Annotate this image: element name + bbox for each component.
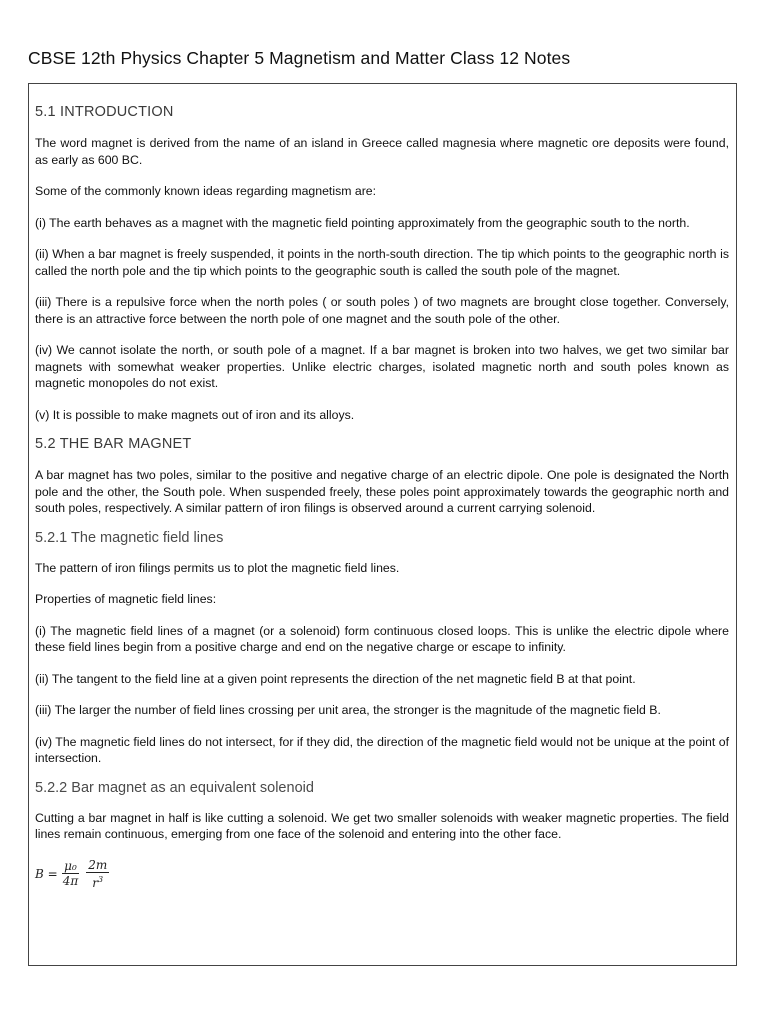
paragraph: (ii) When a bar magnet is freely suspended, it points in the north-south direction. The tip which points to the geographic north is called the north pole and the tip which points to the geographic south is called the south pole of the magnet.	[35, 247, 729, 278]
section-heading-introduction: 5.1 INTRODUCTION	[35, 104, 174, 120]
paragraph: (iv) The magnetic field lines do not intersect, for if they did, the direction of the magnetic field would not be unique at the point of intersection.	[35, 734, 729, 765]
paragraph: (i) The magnetic field lines of a magnet (or a solenoid) form continuous closed loops. This is unlike the electric dipole where these field lines begin from a positive charge and end on the negative charge or escape to infinity.	[35, 623, 729, 654]
notes-frame	[28, 83, 737, 966]
paragraph: (iii) There is a repulsive force when the north poles ( or south poles ) of two magnets are brought close together. Conversely, there is an attractive force between the north pole of one magnet and the south pole of the other.	[35, 295, 729, 326]
paragraph: (v) It is possible to make magnets out of iron and its alloys.	[35, 407, 355, 422]
section-heading-equivalent-solenoid: 5.2.2 Bar magnet as an equivalent solenoid	[35, 779, 314, 796]
paragraph: A bar magnet has two poles, similar to the positive and negative charge of an electric dipole. One pole is designated the North pole and the other, the South pole. When suspended freely, these poles point approximately towards the geographic north and south poles, respectively. A similar pattern of iron filings is observed around a current carrying solenoid.	[35, 468, 729, 515]
section-heading-bar-magnet: 5.2 THE BAR MAGNET	[35, 436, 192, 452]
formula-numerator: 2m	[88, 857, 108, 872]
paragraph: (i) The earth behaves as a magnet with the magnetic field pointing approximately from the geographic south to the north.	[35, 215, 690, 230]
formula-r: r	[92, 875, 99, 890]
formula-fraction-mu	[61, 860, 81, 888]
formula-denominator	[90, 873, 105, 890]
paragraph: Cutting a bar magnet in half is like cutting a solenoid. We get two smaller solenoids with weaker magnetic properties. The field lines remain continuous, emerging from one face of the solenoid and entering into the other face.	[35, 810, 729, 841]
formula-fraction-moment	[86, 859, 109, 890]
paragraph: Properties of magnetic field lines:	[35, 592, 217, 606]
paragraph: The word magnet is derived from the name of an island in Greece called magnesia where magnetic ore deposits were found, as early as 600 BC.	[35, 136, 729, 167]
paragraph: The pattern of iron filings permits us to plot the magnetic field lines.	[35, 560, 400, 575]
section-heading-field-lines: 5.2.1 The magnetic field lines	[35, 529, 224, 546]
paragraph: (iii) The larger the number of field lines crossing per unit area, the stronger is the magnitude of the magnetic field B.	[35, 703, 661, 717]
formula-numerator: μ₀	[64, 859, 77, 873]
formula-exponent: 3	[98, 874, 104, 884]
paragraph: (ii) The tangent to the field line at a given point represents the direction of the net magnetic field B at that point.	[35, 671, 636, 686]
paragraph: Some of the commonly known ideas regarding magnetism are:	[35, 184, 377, 198]
paragraph: (iv) We cannot isolate the north, or south pole of a magnet. If a bar magnet is broken into two halves, we get two similar bar magnets with somewhat weaker properties. Unlike electric charges, isolated magnetic north and south poles known as magnetic monopoles do not exist.	[35, 343, 729, 390]
magnetic-field-formula	[35, 859, 729, 890]
page-title: CBSE 12th Physics Chapter 5 Magnetism and Matter Class 12 Notes	[28, 48, 571, 68]
formula-lhs: B =	[35, 867, 58, 881]
formula-denominator: 4π	[62, 874, 79, 888]
